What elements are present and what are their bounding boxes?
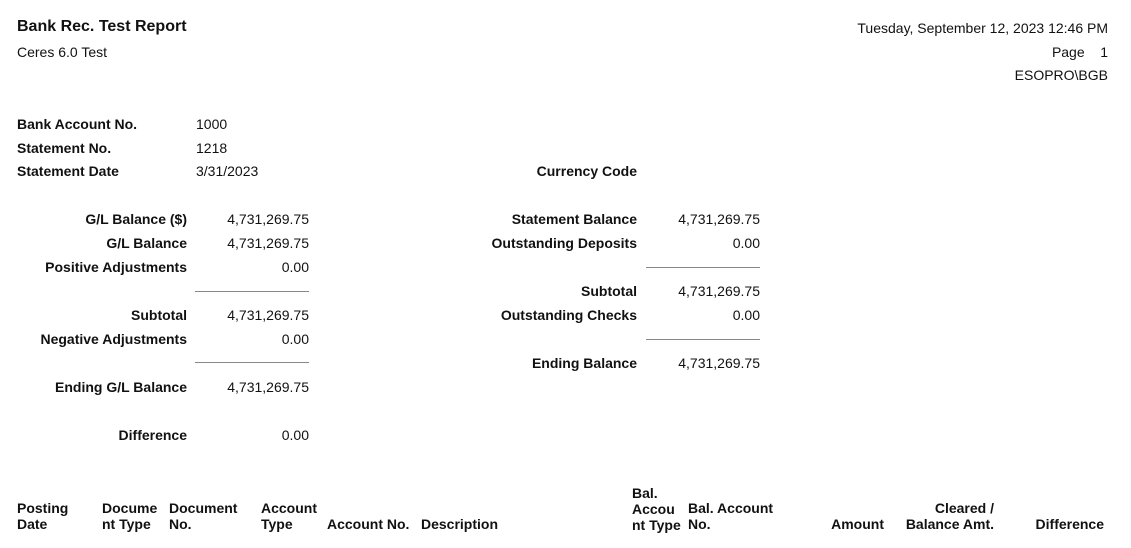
report-datetime: Tuesday, September 12, 2023 12:46 PM (857, 20, 1108, 36)
gl-balance-label: G/L Balance (106, 235, 187, 251)
currency-code-label: Currency Code (536, 163, 637, 179)
difference-label: Difference (118, 427, 187, 443)
company-name: Ceres 6.0 Test (17, 44, 108, 60)
col-account-type: Account Type (261, 500, 317, 532)
right-ending-divider (646, 339, 760, 340)
right-subtotal-label: Subtotal (581, 283, 637, 299)
bank-account-value: 1000 (196, 116, 228, 132)
statement-no-label: Statement No. (17, 140, 112, 156)
left-ending-divider (195, 362, 309, 363)
col-cleared-balance-amt: Cleared / Balance Amt. (905, 500, 994, 532)
ending-gl-balance-label: Ending G/L Balance (55, 379, 187, 395)
col-posting-date: Posting Date (17, 500, 69, 532)
difference-value: 0.00 (281, 427, 309, 443)
col-amount: Amount (831, 516, 884, 532)
col-account-no: Account No. (327, 516, 410, 532)
page-number: 1 (1100, 44, 1108, 60)
statement-balance-value: 4,731,269.75 (678, 211, 760, 227)
negative-adjustments-label: Negative Adjustments (40, 331, 187, 347)
col-bal-account-type: Bal. Accou nt Type (632, 485, 681, 533)
col-document-no: Document No. (169, 500, 238, 532)
statement-balance-label: Statement Balance (511, 211, 637, 227)
outstanding-deposits-value: 0.00 (732, 235, 760, 251)
ending-balance-value: 4,731,269.75 (678, 355, 760, 371)
outstanding-checks-label: Outstanding Checks (500, 307, 637, 323)
gl-balance-value: 4,731,269.75 (227, 235, 309, 251)
gl-balance-lcy-label: G/L Balance ($) (85, 211, 187, 227)
left-subtotal-value: 4,731,269.75 (227, 307, 309, 323)
outstanding-deposits-label: Outstanding Deposits (491, 235, 637, 251)
statement-no-value: 1218 (196, 140, 228, 156)
col-difference: Difference (1035, 516, 1104, 532)
left-subtotal-label: Subtotal (131, 307, 187, 323)
statement-date-value: 3/31/2023 (196, 163, 259, 179)
right-subtotal-divider (646, 267, 760, 268)
page-indicator (1052, 44, 1108, 60)
right-subtotal-value: 4,731,269.75 (678, 283, 760, 299)
left-subtotal-divider (195, 291, 309, 292)
col-bal-account-no: Bal. Account No. (688, 500, 774, 532)
report-user: ESOPRO\BGB (1014, 67, 1108, 83)
bank-account-label: Bank Account No. (17, 116, 138, 132)
ending-balance-label: Ending Balance (531, 355, 637, 371)
gl-balance-lcy-value: 4,731,269.75 (227, 211, 309, 227)
outstanding-checks-value: 0.00 (732, 307, 760, 323)
ending-gl-balance-value: 4,731,269.75 (227, 379, 309, 395)
col-document-type: Docume nt Type (102, 500, 158, 532)
col-description: Description (421, 516, 499, 532)
statement-date-label: Statement Date (17, 163, 119, 179)
positive-adjustments-label: Positive Adjustments (45, 259, 187, 275)
report-title: Bank Rec. Test Report (17, 18, 187, 35)
positive-adjustments-value: 0.00 (281, 259, 309, 275)
page-label: Page (1051, 44, 1085, 60)
negative-adjustments-value: 0.00 (281, 331, 309, 347)
